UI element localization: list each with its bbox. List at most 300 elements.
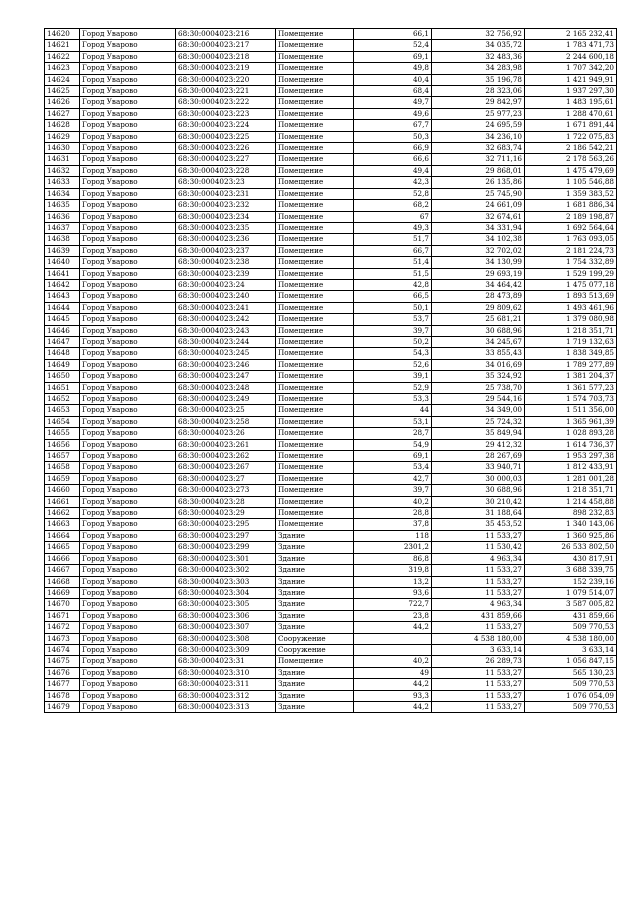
cadastral-value-cell: 1 953 297,38 bbox=[525, 451, 617, 462]
cadastral-number-cell: 68:30:0004023:299 bbox=[176, 542, 276, 553]
locality-cell: Город Уварово bbox=[80, 519, 176, 530]
unit-value-cell: 34 283,98 bbox=[432, 63, 525, 74]
unit-value-cell: 32 702,02 bbox=[432, 245, 525, 256]
row-number-cell: 14643 bbox=[45, 291, 80, 302]
cadastral-value-cell: 2 189 198,87 bbox=[525, 211, 617, 222]
locality-cell: Город Уварово bbox=[80, 382, 176, 393]
cadastral-value-cell: 3 633,14 bbox=[525, 644, 617, 655]
cadastral-number-cell: 68:30:0004023:31 bbox=[176, 656, 276, 667]
unit-value-cell: 34 102,38 bbox=[432, 234, 525, 245]
row-number-cell: 14655 bbox=[45, 428, 80, 439]
locality-cell: Город Уварово bbox=[80, 439, 176, 450]
cadastral-value-cell: 152 239,16 bbox=[525, 576, 617, 587]
cadastral-number-cell: 68:30:0004023:241 bbox=[176, 302, 276, 313]
cadastral-value-cell: 1 218 351,71 bbox=[525, 325, 617, 336]
cadastral-value-cell: 1 475 077,18 bbox=[525, 279, 617, 290]
object-type-cell: Здание bbox=[276, 690, 354, 701]
unit-value-cell: 25 738,70 bbox=[432, 382, 525, 393]
cadastral-number-cell: 68:30:0004023:240 bbox=[176, 291, 276, 302]
object-type-cell: Помещение bbox=[276, 29, 354, 40]
locality-cell: Город Уварово bbox=[80, 565, 176, 576]
area-cell: 40,4 bbox=[354, 74, 432, 85]
locality-cell: Город Уварово bbox=[80, 473, 176, 484]
object-type-cell: Помещение bbox=[276, 485, 354, 496]
locality-cell: Город Уварово bbox=[80, 131, 176, 142]
cadastral-value-cell: 509 770,53 bbox=[525, 701, 617, 712]
table-row bbox=[45, 565, 617, 576]
cadastral-number-cell: 68:30:0004023:313 bbox=[176, 701, 276, 712]
cadastral-number-cell: 68:30:0004023:249 bbox=[176, 394, 276, 405]
cadastral-number-cell: 68:30:0004023:301 bbox=[176, 553, 276, 564]
row-number-cell: 14637 bbox=[45, 222, 80, 233]
table-row bbox=[45, 633, 617, 644]
unit-value-cell: 35 849,94 bbox=[432, 428, 525, 439]
table-row bbox=[45, 97, 617, 108]
unit-value-cell: 29 412,32 bbox=[432, 439, 525, 450]
table-row bbox=[45, 519, 617, 530]
locality-cell: Город Уварово bbox=[80, 211, 176, 222]
locality-cell: Город Уварово bbox=[80, 485, 176, 496]
locality-cell: Город Уварово bbox=[80, 120, 176, 131]
locality-cell: Город Уварово bbox=[80, 553, 176, 564]
row-number-cell: 14676 bbox=[45, 667, 80, 678]
cadastral-value-cell: 1 421 949,91 bbox=[525, 74, 617, 85]
object-type-cell: Помещение bbox=[276, 473, 354, 484]
table-row bbox=[45, 154, 617, 165]
unit-value-cell: 4 963,34 bbox=[432, 599, 525, 610]
table-row bbox=[45, 428, 617, 439]
locality-cell: Город Уварово bbox=[80, 279, 176, 290]
row-number-cell: 14646 bbox=[45, 325, 80, 336]
locality-cell: Город Уварово bbox=[80, 359, 176, 370]
object-type-cell: Помещение bbox=[276, 302, 354, 313]
table-row bbox=[45, 188, 617, 199]
locality-cell: Город Уварово bbox=[80, 587, 176, 598]
locality-cell: Город Уварово bbox=[80, 291, 176, 302]
area-cell: 51,7 bbox=[354, 234, 432, 245]
cadastral-number-cell: 68:30:0004023:223 bbox=[176, 108, 276, 119]
area-cell: 44,2 bbox=[354, 622, 432, 633]
unit-value-cell: 35 453,52 bbox=[432, 519, 525, 530]
cadastral-value-cell: 1 614 736,37 bbox=[525, 439, 617, 450]
row-number-cell: 14665 bbox=[45, 542, 80, 553]
row-number-cell: 14679 bbox=[45, 701, 80, 712]
object-type-cell: Помещение bbox=[276, 63, 354, 74]
row-number-cell: 14648 bbox=[45, 348, 80, 359]
area-cell: 54,3 bbox=[354, 348, 432, 359]
object-type-cell: Помещение bbox=[276, 371, 354, 382]
cadastral-value-cell: 1 719 132,63 bbox=[525, 336, 617, 347]
locality-cell: Город Уварово bbox=[80, 325, 176, 336]
row-number-cell: 14662 bbox=[45, 508, 80, 519]
cadastral-value-cell: 26 533 802,50 bbox=[525, 542, 617, 553]
cadastral-number-cell: 68:30:0004023:217 bbox=[176, 40, 276, 51]
unit-value-cell: 3 633,14 bbox=[432, 644, 525, 655]
locality-cell: Город Уварово bbox=[80, 51, 176, 62]
cadastral-value-cell: 1 214 458,88 bbox=[525, 496, 617, 507]
area-cell bbox=[354, 644, 432, 655]
cadastral-number-cell: 68:30:0004023:23 bbox=[176, 177, 276, 188]
object-type-cell: Помещение bbox=[276, 405, 354, 416]
area-cell: 44,2 bbox=[354, 679, 432, 690]
cadastral-number-cell: 68:30:0004023:311 bbox=[176, 679, 276, 690]
locality-cell: Город Уварово bbox=[80, 576, 176, 587]
locality-cell: Город Уварово bbox=[80, 667, 176, 678]
locality-cell: Город Уварово bbox=[80, 679, 176, 690]
locality-cell: Город Уварово bbox=[80, 29, 176, 40]
cadastral-number-cell: 68:30:0004023:307 bbox=[176, 622, 276, 633]
row-number-cell: 14670 bbox=[45, 599, 80, 610]
locality-cell: Город Уварово bbox=[80, 40, 176, 51]
cadastral-number-cell: 68:30:0004023:273 bbox=[176, 485, 276, 496]
cadastral-number-cell: 68:30:0004023:304 bbox=[176, 587, 276, 598]
cadastral-number-cell: 68:30:0004023:306 bbox=[176, 610, 276, 621]
unit-value-cell: 30 688,96 bbox=[432, 485, 525, 496]
area-cell: 49,3 bbox=[354, 222, 432, 233]
row-number-cell: 14673 bbox=[45, 633, 80, 644]
cadastral-value-cell: 1 838 349,85 bbox=[525, 348, 617, 359]
area-cell: 50,3 bbox=[354, 131, 432, 142]
cadastral-number-cell: 68:30:0004023:302 bbox=[176, 565, 276, 576]
row-number-cell: 14628 bbox=[45, 120, 80, 131]
cadastral-value-cell: 1 079 514,07 bbox=[525, 587, 617, 598]
locality-cell: Город Уварово bbox=[80, 143, 176, 154]
object-type-cell: Здание bbox=[276, 576, 354, 587]
table-row bbox=[45, 268, 617, 279]
cadastral-value-cell: 1 812 433,91 bbox=[525, 462, 617, 473]
unit-value-cell: 34 035,72 bbox=[432, 40, 525, 51]
locality-cell: Город Уварово bbox=[80, 108, 176, 119]
table-row bbox=[45, 622, 617, 633]
unit-value-cell: 32 711,16 bbox=[432, 154, 525, 165]
object-type-cell: Помещение bbox=[276, 154, 354, 165]
cadastral-value-cell: 1 288 470,61 bbox=[525, 108, 617, 119]
row-number-cell: 14667 bbox=[45, 565, 80, 576]
object-type-cell: Помещение bbox=[276, 131, 354, 142]
locality-cell: Город Уварово bbox=[80, 451, 176, 462]
object-type-cell: Помещение bbox=[276, 279, 354, 290]
cadastral-number-cell: 68:30:0004023:222 bbox=[176, 97, 276, 108]
table-row bbox=[45, 462, 617, 473]
cadastral-number-cell: 68:30:0004023:237 bbox=[176, 245, 276, 256]
object-type-cell: Помещение bbox=[276, 325, 354, 336]
cadastral-value-cell: 1 671 891,44 bbox=[525, 120, 617, 131]
area-cell: 39,1 bbox=[354, 371, 432, 382]
unit-value-cell: 11 533,27 bbox=[432, 530, 525, 541]
row-number-cell: 14677 bbox=[45, 679, 80, 690]
table-row bbox=[45, 143, 617, 154]
row-number-cell: 14640 bbox=[45, 257, 80, 268]
cadastral-number-cell: 68:30:0004023:245 bbox=[176, 348, 276, 359]
unit-value-cell: 34 464,42 bbox=[432, 279, 525, 290]
table-row bbox=[45, 690, 617, 701]
table-row bbox=[45, 177, 617, 188]
cadastral-number-cell: 68:30:0004023:244 bbox=[176, 336, 276, 347]
object-type-cell: Помещение bbox=[276, 314, 354, 325]
area-cell: 42,8 bbox=[354, 279, 432, 290]
area-cell: 54,9 bbox=[354, 439, 432, 450]
row-number-cell: 14652 bbox=[45, 394, 80, 405]
object-type-cell: Помещение bbox=[276, 211, 354, 222]
table-row bbox=[45, 485, 617, 496]
locality-cell: Город Уварово bbox=[80, 245, 176, 256]
area-cell: 13,2 bbox=[354, 576, 432, 587]
row-number-cell: 14649 bbox=[45, 359, 80, 370]
locality-cell: Город Уварово bbox=[80, 74, 176, 85]
cadastral-number-cell: 68:30:0004023:224 bbox=[176, 120, 276, 131]
unit-value-cell: 431 859,66 bbox=[432, 610, 525, 621]
table-row bbox=[45, 405, 617, 416]
locality-cell: Город Уварово bbox=[80, 348, 176, 359]
unit-value-cell: 29 544,16 bbox=[432, 394, 525, 405]
object-type-cell: Помещение bbox=[276, 234, 354, 245]
cadastral-number-cell: 68:30:0004023:228 bbox=[176, 165, 276, 176]
area-cell: 69,1 bbox=[354, 451, 432, 462]
table-row bbox=[45, 63, 617, 74]
table-row bbox=[45, 599, 617, 610]
cadastral-number-cell: 68:30:0004023:261 bbox=[176, 439, 276, 450]
cadastral-value-table bbox=[44, 28, 617, 713]
object-type-cell: Помещение bbox=[276, 200, 354, 211]
area-cell: 40,2 bbox=[354, 656, 432, 667]
unit-value-cell: 29 842,97 bbox=[432, 97, 525, 108]
locality-cell: Город Уварово bbox=[80, 462, 176, 473]
unit-value-cell: 30 000,03 bbox=[432, 473, 525, 484]
cadastral-value-cell: 1 056 847,15 bbox=[525, 656, 617, 667]
object-type-cell: Здание bbox=[276, 679, 354, 690]
cadastral-number-cell: 68:30:0004023:248 bbox=[176, 382, 276, 393]
table-row bbox=[45, 86, 617, 97]
locality-cell: Город Уварово bbox=[80, 234, 176, 245]
object-type-cell: Помещение bbox=[276, 188, 354, 199]
table-row bbox=[45, 200, 617, 211]
row-number-cell: 14663 bbox=[45, 519, 80, 530]
unit-value-cell: 28 267,69 bbox=[432, 451, 525, 462]
area-cell: 52,8 bbox=[354, 188, 432, 199]
object-type-cell: Помещение bbox=[276, 120, 354, 131]
cadastral-number-cell: 68:30:0004023:234 bbox=[176, 211, 276, 222]
row-number-cell: 14638 bbox=[45, 234, 80, 245]
row-number-cell: 14661 bbox=[45, 496, 80, 507]
unit-value-cell: 32 483,36 bbox=[432, 51, 525, 62]
locality-cell: Город Уварово bbox=[80, 644, 176, 655]
row-number-cell: 14641 bbox=[45, 268, 80, 279]
table-row bbox=[45, 245, 617, 256]
cadastral-number-cell: 68:30:0004023:239 bbox=[176, 268, 276, 279]
table-row bbox=[45, 291, 617, 302]
unit-value-cell: 30 688,96 bbox=[432, 325, 525, 336]
row-number-cell: 14672 bbox=[45, 622, 80, 633]
object-type-cell: Сооружение bbox=[276, 633, 354, 644]
cadastral-value-cell: 1 692 564,64 bbox=[525, 222, 617, 233]
row-number-cell: 14674 bbox=[45, 644, 80, 655]
unit-value-cell: 29 809,62 bbox=[432, 302, 525, 313]
unit-value-cell: 28 473,89 bbox=[432, 291, 525, 302]
row-number-cell: 14671 bbox=[45, 610, 80, 621]
table-row bbox=[45, 359, 617, 370]
locality-cell: Город Уварово bbox=[80, 496, 176, 507]
table-row bbox=[45, 394, 617, 405]
row-number-cell: 14629 bbox=[45, 131, 80, 142]
cadastral-value-cell: 1 783 471,73 bbox=[525, 40, 617, 51]
area-cell: 68,2 bbox=[354, 200, 432, 211]
object-type-cell: Помещение bbox=[276, 245, 354, 256]
row-number-cell: 14642 bbox=[45, 279, 80, 290]
table-row bbox=[45, 473, 617, 484]
area-cell: 51,4 bbox=[354, 257, 432, 268]
unit-value-cell: 35 324,92 bbox=[432, 371, 525, 382]
unit-value-cell: 25 977,23 bbox=[432, 108, 525, 119]
locality-cell: Город Уварово bbox=[80, 302, 176, 313]
cadastral-value-cell: 898 232,83 bbox=[525, 508, 617, 519]
row-number-cell: 14653 bbox=[45, 405, 80, 416]
row-number-cell: 14651 bbox=[45, 382, 80, 393]
unit-value-cell: 34 016,69 bbox=[432, 359, 525, 370]
object-type-cell: Здание bbox=[276, 610, 354, 621]
area-cell: 69,1 bbox=[354, 51, 432, 62]
document-page bbox=[44, 28, 616, 713]
cadastral-number-cell: 68:30:0004023:235 bbox=[176, 222, 276, 233]
cadastral-number-cell: 68:30:0004023:297 bbox=[176, 530, 276, 541]
row-number-cell: 14656 bbox=[45, 439, 80, 450]
table-row bbox=[45, 348, 617, 359]
area-cell: 39,7 bbox=[354, 325, 432, 336]
unit-value-cell: 11 533,27 bbox=[432, 667, 525, 678]
cadastral-number-cell: 68:30:0004023:258 bbox=[176, 416, 276, 427]
row-number-cell: 14645 bbox=[45, 314, 80, 325]
object-type-cell: Здание bbox=[276, 565, 354, 576]
table-row bbox=[45, 51, 617, 62]
cadastral-number-cell: 68:30:0004023:218 bbox=[176, 51, 276, 62]
cadastral-value-cell: 1 361 577,23 bbox=[525, 382, 617, 393]
cadastral-value-cell: 1 574 703,73 bbox=[525, 394, 617, 405]
locality-cell: Город Уварово bbox=[80, 154, 176, 165]
row-number-cell: 14625 bbox=[45, 86, 80, 97]
table-row bbox=[45, 29, 617, 40]
locality-cell: Город Уварово bbox=[80, 394, 176, 405]
row-number-cell: 14633 bbox=[45, 177, 80, 188]
unit-value-cell: 29 868,01 bbox=[432, 165, 525, 176]
area-cell: 42,7 bbox=[354, 473, 432, 484]
area-cell: 42,3 bbox=[354, 177, 432, 188]
row-number-cell: 14639 bbox=[45, 245, 80, 256]
area-cell: 93,6 bbox=[354, 587, 432, 598]
row-number-cell: 14659 bbox=[45, 473, 80, 484]
unit-value-cell: 11 533,27 bbox=[432, 587, 525, 598]
table-row bbox=[45, 222, 617, 233]
object-type-cell: Помещение bbox=[276, 165, 354, 176]
table-row bbox=[45, 610, 617, 621]
unit-value-cell: 32 756,92 bbox=[432, 29, 525, 40]
object-type-cell: Здание bbox=[276, 530, 354, 541]
unit-value-cell: 33 940,71 bbox=[432, 462, 525, 473]
unit-value-cell: 11 533,27 bbox=[432, 701, 525, 712]
locality-cell: Город Уварово bbox=[80, 222, 176, 233]
area-cell: 44,2 bbox=[354, 701, 432, 712]
area-cell: 67,7 bbox=[354, 120, 432, 131]
cadastral-number-cell: 68:30:0004023:26 bbox=[176, 428, 276, 439]
cadastral-value-cell: 1 937 297,30 bbox=[525, 86, 617, 97]
area-cell: 50,2 bbox=[354, 336, 432, 347]
area-cell: 28,8 bbox=[354, 508, 432, 519]
cadastral-value-cell: 1 379 080,98 bbox=[525, 314, 617, 325]
row-number-cell: 14620 bbox=[45, 29, 80, 40]
cadastral-value-cell: 1 754 332,89 bbox=[525, 257, 617, 268]
locality-cell: Город Уварово bbox=[80, 701, 176, 712]
unit-value-cell: 4 963,34 bbox=[432, 553, 525, 564]
area-cell: 68,4 bbox=[354, 86, 432, 97]
unit-value-cell: 30 210,42 bbox=[432, 496, 525, 507]
cadastral-value-cell: 1 789 277,89 bbox=[525, 359, 617, 370]
object-type-cell: Здание bbox=[276, 553, 354, 564]
object-type-cell: Здание bbox=[276, 599, 354, 610]
locality-cell: Город Уварово bbox=[80, 542, 176, 553]
cadastral-number-cell: 68:30:0004023:221 bbox=[176, 86, 276, 97]
object-type-cell: Помещение bbox=[276, 656, 354, 667]
locality-cell: Город Уварово bbox=[80, 177, 176, 188]
object-type-cell: Помещение bbox=[276, 74, 354, 85]
object-type-cell: Помещение bbox=[276, 177, 354, 188]
row-number-cell: 14664 bbox=[45, 530, 80, 541]
area-cell: 67 bbox=[354, 211, 432, 222]
cadastral-number-cell: 68:30:0004023:310 bbox=[176, 667, 276, 678]
unit-value-cell: 11 530,42 bbox=[432, 542, 525, 553]
cadastral-value-cell: 3 587 005,82 bbox=[525, 599, 617, 610]
row-number-cell: 14647 bbox=[45, 336, 80, 347]
cadastral-value-cell: 2 178 563,26 bbox=[525, 154, 617, 165]
cadastral-value-cell: 1 365 961,39 bbox=[525, 416, 617, 427]
cadastral-value-cell: 1 511 356,00 bbox=[525, 405, 617, 416]
cadastral-number-cell: 68:30:0004023:227 bbox=[176, 154, 276, 165]
table-row bbox=[45, 701, 617, 712]
locality-cell: Город Уварово bbox=[80, 200, 176, 211]
table-row bbox=[45, 74, 617, 85]
unit-value-cell: 24 661,09 bbox=[432, 200, 525, 211]
unit-value-cell: 32 674,61 bbox=[432, 211, 525, 222]
cadastral-number-cell: 68:30:0004023:295 bbox=[176, 519, 276, 530]
area-cell: 23,8 bbox=[354, 610, 432, 621]
area-cell: 86,8 bbox=[354, 553, 432, 564]
cadastral-number-cell: 68:30:0004023:29 bbox=[176, 508, 276, 519]
row-number-cell: 14635 bbox=[45, 200, 80, 211]
locality-cell: Город Уварово bbox=[80, 599, 176, 610]
table-row bbox=[45, 439, 617, 450]
area-cell: 53,1 bbox=[354, 416, 432, 427]
unit-value-cell: 34 236,10 bbox=[432, 131, 525, 142]
table-row bbox=[45, 211, 617, 222]
object-type-cell: Помещение bbox=[276, 394, 354, 405]
cadastral-value-cell: 1 281 001,28 bbox=[525, 473, 617, 484]
row-number-cell: 14631 bbox=[45, 154, 80, 165]
row-number-cell: 14660 bbox=[45, 485, 80, 496]
cadastral-number-cell: 68:30:0004023:247 bbox=[176, 371, 276, 382]
object-type-cell: Помещение bbox=[276, 291, 354, 302]
cadastral-value-cell: 1 529 199,29 bbox=[525, 268, 617, 279]
locality-cell: Город Уварово bbox=[80, 268, 176, 279]
cadastral-number-cell: 68:30:0004023:232 bbox=[176, 200, 276, 211]
unit-value-cell: 11 533,27 bbox=[432, 565, 525, 576]
unit-value-cell: 28 323,06 bbox=[432, 86, 525, 97]
object-type-cell: Помещение bbox=[276, 222, 354, 233]
row-number-cell: 14627 bbox=[45, 108, 80, 119]
object-type-cell: Помещение bbox=[276, 428, 354, 439]
cadastral-number-cell: 68:30:0004023:242 bbox=[176, 314, 276, 325]
cadastral-number-cell: 68:30:0004023:309 bbox=[176, 644, 276, 655]
unit-value-cell: 25 724,32 bbox=[432, 416, 525, 427]
object-type-cell: Помещение bbox=[276, 451, 354, 462]
locality-cell: Город Уварово bbox=[80, 622, 176, 633]
cadastral-value-cell: 2 186 542,21 bbox=[525, 143, 617, 154]
